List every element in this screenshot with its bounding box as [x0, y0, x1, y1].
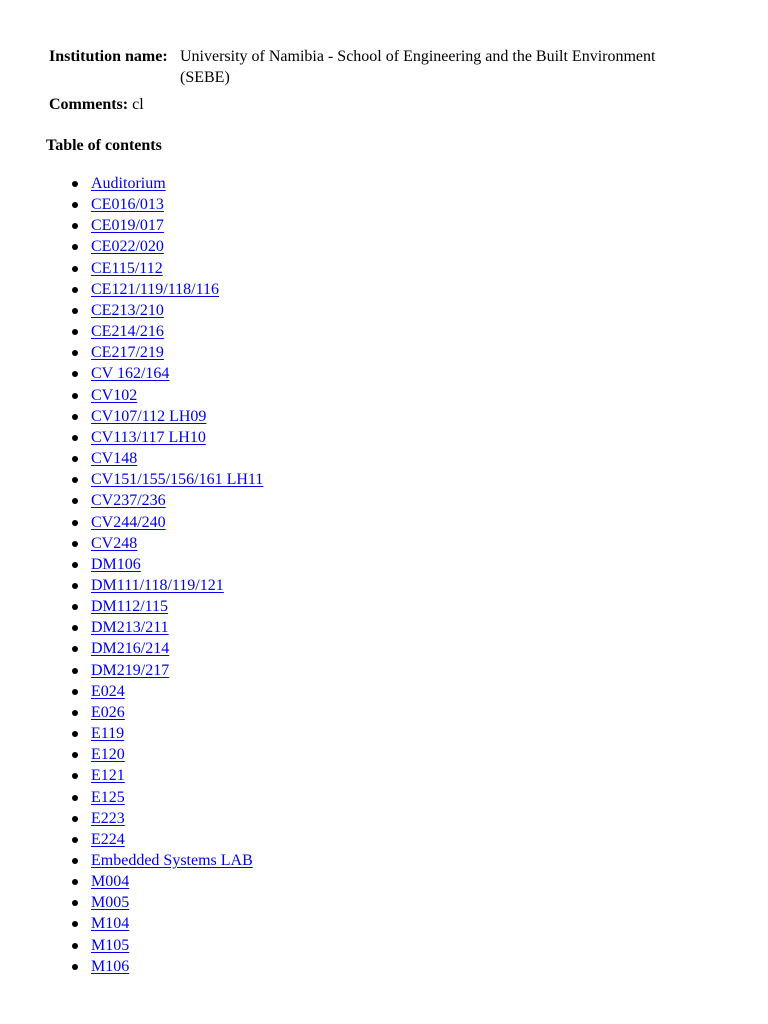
bullet-icon: [72, 837, 78, 843]
toc-link[interactable]: DM216/214: [91, 640, 170, 658]
bullet-icon: [72, 752, 78, 758]
bullet-icon: [72, 456, 78, 462]
toc-link[interactable]: E026: [91, 703, 125, 721]
toc-link[interactable]: CV237/236: [91, 492, 166, 510]
bullet-icon: [72, 879, 78, 885]
toc-link[interactable]: DM213/211: [91, 619, 169, 637]
toc-list: [0, 173, 263, 977]
bullet-icon: [72, 710, 78, 716]
bullet-icon: [72, 329, 78, 335]
toc-link[interactable]: CV151/155/156/161 LH11: [91, 471, 264, 489]
bullet-icon: [72, 350, 78, 356]
toc-link[interactable]: DM111/118/119/121: [91, 576, 224, 594]
bullet-icon: [72, 795, 78, 801]
comments-line: [49, 94, 144, 115]
toc-list-item: [0, 617, 263, 638]
bullet-icon: [72, 900, 78, 906]
toc-list-item: [0, 279, 263, 300]
toc-link[interactable]: CV107/112 LH09: [91, 407, 207, 425]
toc-list-item: [0, 363, 263, 384]
toc-list-item: [0, 744, 263, 765]
bullet-icon: [72, 583, 78, 589]
toc-list-item: [0, 512, 263, 533]
toc-list-item: [0, 892, 263, 913]
toc-list-item: [0, 660, 263, 681]
toc-list-item: [0, 681, 263, 702]
toc-list-item: [0, 575, 263, 596]
bullet-icon: [72, 921, 78, 927]
bullet-icon: [72, 816, 78, 822]
bullet-icon: [72, 773, 78, 779]
toc-link[interactable]: M005: [91, 894, 130, 912]
bullet-icon: [72, 266, 78, 272]
toc-list-item: [0, 765, 263, 786]
toc-list-item: [0, 956, 263, 977]
toc-list-item: [0, 490, 263, 511]
toc-list-item: [0, 258, 263, 279]
toc-link[interactable]: DM112/115: [91, 598, 169, 616]
bullet-icon: [72, 223, 78, 229]
toc-list-item: [0, 173, 263, 194]
bullet-icon: [72, 541, 78, 547]
toc-list-item: [0, 236, 263, 257]
toc-list-item: [0, 702, 263, 723]
bullet-icon: [72, 731, 78, 737]
toc-list-item: [0, 300, 263, 321]
comments-label: Comments:: [49, 96, 129, 113]
institution-info-table: [49, 46, 680, 88]
toc-link[interactable]: E125: [91, 788, 125, 806]
toc-list-item: [0, 448, 263, 469]
bullet-icon: [72, 181, 78, 187]
toc-link[interactable]: DM219/217: [91, 661, 170, 679]
toc-link[interactable]: E121: [91, 767, 125, 785]
toc-list-item: [0, 850, 263, 871]
toc-title: Table of contents: [46, 137, 162, 154]
toc-link[interactable]: M106: [91, 957, 130, 975]
toc-link[interactable]: CE115/112: [91, 259, 163, 277]
toc-list-item: [0, 469, 263, 490]
bullet-icon: [72, 625, 78, 631]
toc-link[interactable]: CV 162/164: [91, 365, 170, 383]
toc-list-item: [0, 638, 263, 659]
institution-name-value: University of Namibia - School of Engineering and the Built Environment (SEBE): [180, 48, 656, 86]
toc-link[interactable]: CV244/240: [91, 513, 166, 531]
bullet-icon: [72, 435, 78, 441]
toc-link[interactable]: M004: [91, 873, 130, 891]
toc-link[interactable]: E024: [91, 682, 125, 700]
toc-link[interactable]: M105: [91, 936, 130, 954]
toc-list-item: [0, 385, 263, 406]
toc-link[interactable]: E119: [91, 725, 125, 743]
toc-list-item: [0, 787, 263, 808]
bullet-icon: [72, 964, 78, 970]
bullet-icon: [72, 689, 78, 695]
bullet-icon: [72, 287, 78, 293]
toc-list-item: [0, 427, 263, 448]
institution-row: [49, 46, 680, 88]
bullet-icon: [72, 308, 78, 314]
toc-list-item: [0, 596, 263, 617]
toc-list-item: [0, 723, 263, 744]
bullet-icon: [72, 393, 78, 399]
toc-list-item: [0, 829, 263, 850]
toc-link[interactable]: CE214/216: [91, 323, 164, 341]
toc-link[interactable]: CE019/017: [91, 217, 164, 235]
toc-link[interactable]: CV102: [91, 386, 138, 404]
toc-link[interactable]: CE213/210: [91, 301, 164, 319]
toc-list-item: [0, 342, 263, 363]
toc-list-item: [0, 406, 263, 427]
toc-link[interactable]: E223: [91, 809, 125, 827]
toc-link[interactable]: E224: [91, 830, 125, 848]
toc-link[interactable]: CV248: [91, 534, 138, 552]
toc-list-item: [0, 913, 263, 934]
bullet-icon: [72, 646, 78, 652]
bullet-icon: [72, 604, 78, 610]
toc-list-item: [0, 935, 263, 956]
bullet-icon: [72, 520, 78, 526]
toc-link[interactable]: Embedded Systems LAB: [91, 852, 253, 869]
toc-list-item: [0, 871, 263, 892]
bullet-icon: [72, 858, 78, 864]
toc-list-item: [0, 533, 263, 554]
bullet-icon: [72, 414, 78, 420]
bullet-icon: [72, 562, 78, 568]
toc-link[interactable]: DM106: [91, 555, 141, 573]
toc-list-item: [0, 321, 263, 342]
toc-list-item: [0, 194, 263, 215]
toc-link[interactable]: E120: [91, 746, 125, 764]
bullet-icon: [72, 244, 78, 250]
institution-name-label: Institution name:: [49, 48, 168, 65]
bullet-icon: [72, 371, 78, 377]
toc-link[interactable]: M104: [91, 915, 130, 933]
bullet-icon: [72, 498, 78, 504]
toc-link[interactable]: CV148: [91, 450, 138, 468]
toc-link[interactable]: CE217/219: [91, 344, 164, 362]
toc-list-item: [0, 554, 263, 575]
toc-link[interactable]: CE022/020: [91, 238, 164, 256]
bullet-icon: [72, 668, 78, 674]
toc-link[interactable]: CE121/119/118/116: [91, 280, 219, 298]
bullet-icon: [72, 477, 78, 483]
comments-value: cl: [132, 96, 144, 113]
toc-link[interactable]: Auditorium: [91, 175, 166, 192]
toc-list-item: [0, 215, 263, 236]
toc-link[interactable]: CV113/117 LH10: [91, 428, 206, 446]
bullet-icon: [72, 202, 78, 208]
toc-list-item: [0, 808, 263, 829]
bullet-icon: [72, 943, 78, 949]
toc-link[interactable]: CE016/013: [91, 196, 164, 214]
